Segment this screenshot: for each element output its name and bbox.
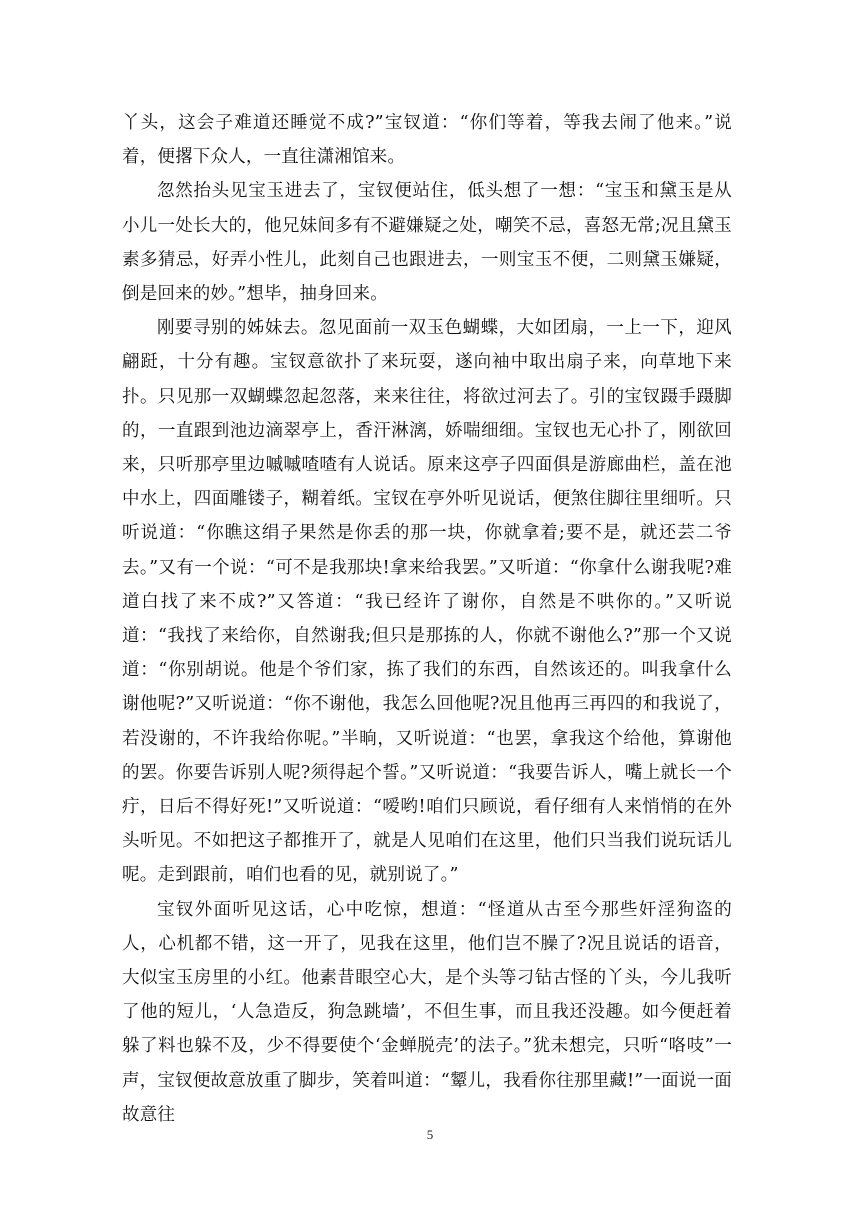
body-text bbox=[122, 106, 732, 1132]
page-number: 5 bbox=[426, 1127, 434, 1142]
paragraph-butterflies: 刚要寻别的姊妹去。忽见面前一双玉色蝴蝶，大如团扇，一上一下，迎风翩跹，十分有趣。宝钗意欲扑了来玩耍，遂向袖中取出扇子来，向草地下来扑。只见那一双蝴蝶忽起忽落，来来往往，将欲过河去了。引的宝钗蹑手蹑脚的，一直跟到池边滴翠亭上，香汗淋漓，娇喘细细。宝钗也无心扑了，刚欲回来，只听那亭里边嘁嘁喳喳有人说话。原来这亭子四面俱是游廊曲栏，盖在池中水上，四面雕镂子，糊着纸。宝钗在亭外听见说话，便煞住脚往里细听。只听说道：“你瞧这绢子果然是你丢的那一块，你就拿着;要不是，就还芸二爷去。”又有一个说：“可不是我那块!拿来给我罢。”又听道：“你拿什么谢我呢?难道白找了来不成?”又答道：“我已经许了谢你，自然是不哄你的。”又听说道：“我找了来给你，自然谢我;但只是那拣的人，你就不谢他么?”那一个又说道：“你别胡说。他是个爷们家，拣了我们的东西，自然该还的。叫我拿什么谢他呢?”又听说道：“你不谢他，我怎么回他呢?况且他再三再四的和我说了，若没谢的，不许我给你呢。”半晌，又听说道：“也罢，拿我这个给他，算谢他的罢。你要告诉别人呢?须得起个誓。”又听说道：“我要告诉人，嘴上就长一个疔，日后不得好死!”又听说道：“嗳哟!咱们只顾说，看仔细有人来悄悄的在外头听见。不如把这子都推开了，就是人见咱们在这里，他们只当我们说玩话儿呢。走到跟前，咱们也看的见，就别说了。” bbox=[122, 318, 732, 886]
paragraph-continuation: 丫头，这会子难道还睡觉不成?”宝钗道：“你们等着，等我去闹了他来。”说着，便撂下众人，一直往潇湘馆来。 bbox=[122, 113, 732, 168]
paragraph-baochai-stops: 忽然抬头见宝玉进去了，宝钗便站住，低头想了一想：“宝玉和黛玉是从小儿一处长大的，他兄妹间多有不避嫌疑之处，嘲笑不忌，喜怒无常;况且黛玉素多猜忌，好弄小性儿，此刻自己也跟进去，一则宝玉不便，二则黛玉嫌疑，倒是回来的妙。”想毕，抽身回来。 bbox=[122, 181, 732, 305]
paragraph-baochai-overhears: 宝钗外面听见这话，心中吃惊，想道：“怪道从古至今那些奸淫狗盗的人，心机都不错，这一开了，见我在这里，他们岂不臊了?况且说话的语音，大似宝玉房里的小红。他素昔眼空心大，是个头等刁钻古怪的丫头，今儿我听了他的短儿，‘人急造反，狗急跳墙’，不但生事，而且我还没趣。如今便赶着躲了料也躲不及，少不得要使个‘金蝉脱壳’的法子。”犹未想完，只听“咯吱”一声，宝钗便故意放重了脚步，笑着叫道：“颦儿，我看你往那里藏!”一面说一面故意往 bbox=[122, 899, 732, 1125]
